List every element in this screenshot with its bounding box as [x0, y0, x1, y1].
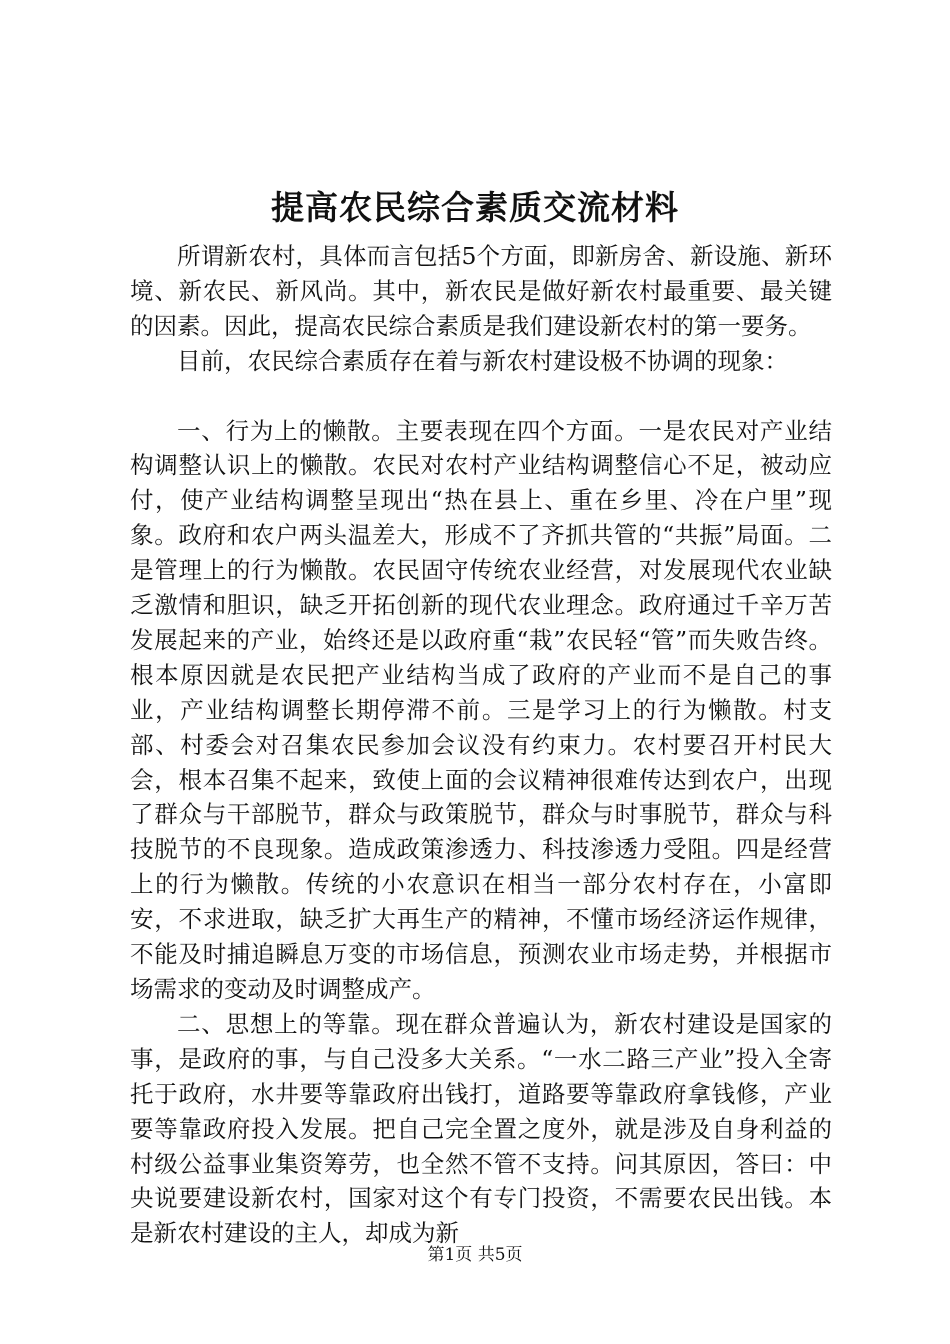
- paragraph-section-1: 一、行为上的懒散。主要表现在四个方面。一是农民对产业结构调整认识上的懒散。农民对农村产业结构调整信心不足，被动应付，使产业结构调整呈现出“热在县上、重在乡里、冷在户里”现象。政府和农户两头温差大，形成不了齐抓共管的“共振”局面。二是管理上的行为懒散。农民固守传统农业经营，对发展现代农业缺乏激情和胆识，缺乏开拓创新的现代农业理念。政府通过千辛万苦发展起来的产业，始终还是以政府重“栽”农民轻“管”而失败告终。根本原因就是农民把产业结构当成了政府的产业而不是自己的事业，产业结构调整长期停滞不前。三是学习上的行为懒散。村支部、村委会对召集农民参加会议没有约束力。农村要召开村民大会，根本召集不起来，致使上面的会议精神很难传达到农户，出现了群众与干部脱节，群众与政策脱节，群众与时事脱节，群众与科技脱节的不良现象。造成政策渗透力、科技渗透力受阻。四是经营上的行为懒散。传统的小农意识在相当一部分农村存在，小富即安，不求进取，缺乏扩大再生产的精神，不懂市场经济运作规律，不能及时捕追瞬息万变的市场信息，预测农业市场走势，并根据市场需求的变动及时调整成产。: [130, 416, 832, 1004]
- paragraph-intro: 所谓新农村，具体而言包括5个方面，即新房舍、新设施、新环境、新农民、新风尚。其中，新农民是做好新农村最重要、最关键的因素。因此，提高农民综合素质是我们建设新农村的第一要务。: [130, 242, 832, 340]
- paragraph-current-status: 目前，农民综合素质存在着与新农村建设极不协调的现象：: [177, 346, 788, 375]
- document-title: 提高农民综合素质交流材料: [271, 188, 679, 227]
- page-footer: 第1页 共5页: [427, 1245, 523, 1265]
- paragraph-section-2: 二、思想上的等靠。现在群众普遍认为，新农村建设是国家的事，是政府的事，与自己没多大关系。“一水二路三产业”投入全寄托于政府，水井要等靠政府出钱打，道路要等靠政府拿钱修，产业要等靠政府投入发展。把自己完全置之度外，就是涉及自身利益的村级公益事业集资筹劳，也全然不管不支持。问其原因，答曰：中央说要建设新农村，国家对这个有专门投资，不需要农民出钱。本是新农村建设的主人，却成为新: [130, 1009, 832, 1248]
- document-body: [130, 239, 832, 1251]
